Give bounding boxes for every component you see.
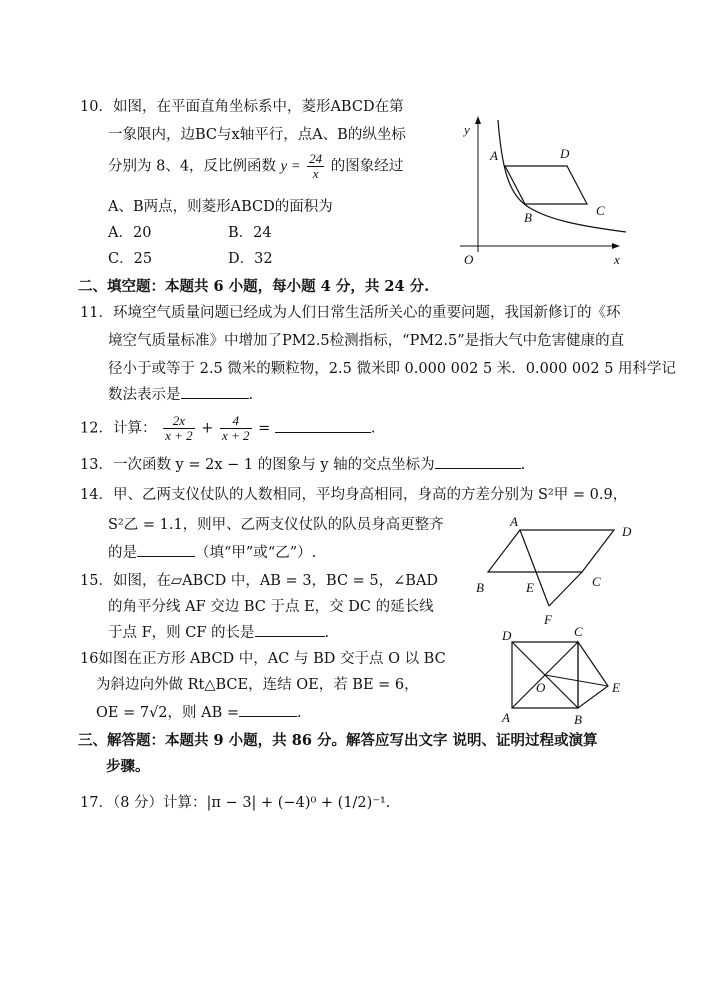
q15-line2: 的角平分线 AF 交边 BC 于点 E，交 DC 的延长线 bbox=[108, 599, 434, 615]
q10-fraction-denominator: x bbox=[312, 166, 319, 181]
q16-figure bbox=[498, 624, 638, 734]
q15-answer-blank[interactable] bbox=[255, 622, 325, 637]
fig16-label-d: D bbox=[502, 628, 512, 643]
fig15-label-d: D bbox=[622, 524, 632, 539]
fig16-label-b: B bbox=[574, 712, 582, 727]
q16-line3: OE = 7√2，则 AB = . bbox=[96, 702, 302, 724]
fig10-label-a: A bbox=[490, 148, 498, 163]
q13-line: 13．一次函数 y = 2x − 1 的图象与 y 轴的交点坐标为 . bbox=[80, 454, 525, 476]
fig15-label-b: B bbox=[476, 580, 484, 595]
q10-function-lhs: y = bbox=[280, 158, 301, 175]
q10-figure bbox=[450, 112, 630, 272]
q14-line3-text: 的是 bbox=[108, 545, 137, 561]
q11-line2: 境空气质量标准》中增加了PM2.5检测指标，“PM2.5”是指大气中危害健康的直 bbox=[108, 333, 625, 349]
fig15-label-c: C bbox=[592, 574, 601, 589]
q13-answer-blank[interactable] bbox=[435, 454, 521, 469]
q10-function-fraction bbox=[307, 152, 324, 181]
q12-fraction-2-denominator: x + 2 bbox=[221, 428, 250, 443]
q12-answer-blank[interactable] bbox=[275, 418, 371, 433]
fig15-label-f: F bbox=[544, 612, 552, 627]
q12-equals: = bbox=[258, 420, 271, 437]
fig15-label-e: E bbox=[526, 580, 534, 595]
q11-line4-text: 数法表示是 bbox=[108, 387, 181, 403]
q10-line4: A、B两点，则菱形ABCD的面积为 bbox=[108, 199, 333, 215]
q14-line3-tail: （填“甲”或“乙”）. bbox=[195, 545, 317, 561]
fig10-label-y: y bbox=[464, 122, 470, 137]
q10-option-d: D．32 bbox=[228, 251, 273, 267]
q10-line1: 10．如图，在平面直角坐标系中，菱形ABCD在第 bbox=[80, 99, 404, 115]
q12-line: 12．计算： $\frac{2x}{x + 2}$ + $\frac{4}{x + 2}$ = . bbox=[80, 413, 376, 443]
q12-fraction-1 bbox=[163, 414, 195, 443]
fig16-label-e: E bbox=[612, 680, 620, 695]
section-3-heading-line1: 三、解答题：本题共 9 小题，共 86 分。解答应写出文字 说明、证明过程或演算 bbox=[78, 732, 598, 749]
q10-fraction-numerator: 24 bbox=[309, 151, 323, 166]
q14-line1: 14．甲、乙两支仪仗队的人数相同，平均身高相同，身高的方差分别为 S²甲 = 0.9， bbox=[80, 487, 628, 503]
q14-line3 bbox=[108, 542, 316, 564]
section-2-heading: 二、填空题：本题共 6 小题，每小题 4 分，共 24 分. bbox=[78, 278, 430, 295]
fig10-label-d: D bbox=[560, 146, 570, 161]
q10-option-a: A．20 bbox=[108, 225, 152, 241]
q16-line2: 为斜边向外做 Rt△BCE，连结 OE，若 BE = 6， bbox=[96, 677, 419, 693]
q13-text: 13．一次函数 y = 2x − 1 的图象与 y 轴的交点坐标为 bbox=[80, 457, 435, 473]
q14-answer-blank[interactable] bbox=[137, 542, 195, 557]
q12-prefix: 12．计算： bbox=[80, 420, 157, 437]
q12-fraction-2-numerator: 4 bbox=[220, 414, 252, 429]
q12-plus: + bbox=[201, 420, 214, 437]
fig10-label-x: x bbox=[614, 252, 620, 267]
fig16-label-a: A bbox=[502, 710, 510, 725]
q10-line3-tail: 的图象经过 bbox=[330, 158, 404, 175]
q15-line1: 15．如图，在▱ABCD 中，AB = 3，BC = 5，∠BAD bbox=[80, 573, 439, 589]
q11-line4: 数法表示是 . bbox=[108, 384, 253, 406]
q10-option-c: C．25 bbox=[108, 251, 153, 267]
q15-line3: 于点 F，则 CF 的长是 . bbox=[108, 622, 329, 644]
fig10-label-c: C bbox=[596, 203, 605, 218]
q15-line3-text: 于点 F，则 CF 的长是 bbox=[108, 625, 255, 641]
q10-line2: 一象限内，边BC与x轴平行，点A、B的纵坐标 bbox=[108, 127, 406, 143]
q10-option-b: B．24 bbox=[228, 225, 272, 241]
fig16-label-c: C bbox=[574, 624, 583, 639]
q12-fraction-1-denominator: x + 2 bbox=[165, 428, 193, 443]
q10-line3-text: 分别为 8、4，反比例函数 bbox=[108, 158, 277, 175]
fig15-label-a: A bbox=[510, 514, 518, 529]
q11-line1: 11．环境空气质量问题已经成为人们日常生活所关心的重要问题，我国新修订的《环 bbox=[80, 305, 621, 321]
q12-fraction-2 bbox=[220, 414, 252, 443]
q14-line2: S²乙 = 1.1，则甲、乙两支仪仗队的队员身高更整齐 bbox=[108, 517, 444, 533]
q17-line: 17．（8 分）计算：|π − 3| + (−4)⁰ + (1/2)⁻¹. bbox=[80, 795, 391, 811]
q11-answer-blank[interactable] bbox=[181, 384, 249, 399]
q16-line3-text: OE = 7√2，则 AB = bbox=[96, 705, 240, 721]
fig10-label-o: O bbox=[464, 252, 474, 267]
fig16-label-o: O bbox=[536, 680, 546, 695]
q12-fraction-1-numerator: 2x bbox=[163, 414, 195, 429]
q16-line1: 16如图在正方形 ABCD 中，AC 与 BD 交于点 O 以 BC bbox=[80, 651, 446, 667]
q15-figure bbox=[470, 510, 640, 630]
fig10-label-b: B bbox=[524, 210, 532, 225]
q16-answer-blank[interactable] bbox=[239, 702, 297, 717]
section-3-heading-line2: 步骤。 bbox=[106, 758, 150, 775]
q11-line3: 径小于或等于 2.5 微米的颗粒物，2.5 微米即 0.000 002 5 米．0.000 002 5 用科学记 bbox=[108, 361, 677, 377]
q10-line3 bbox=[108, 152, 403, 181]
